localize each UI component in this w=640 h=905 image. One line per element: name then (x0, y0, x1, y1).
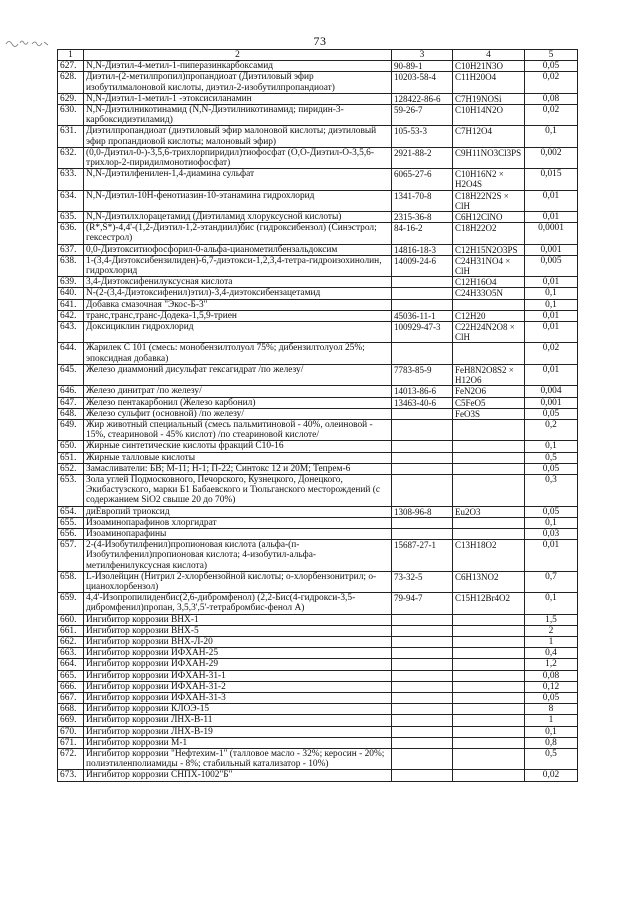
row-number: 653. (58, 474, 84, 506)
chemical-formula: C18H22N2S × ClH (453, 190, 525, 211)
table-row (58, 105, 578, 126)
row-number: 668. (58, 704, 84, 715)
row-number: 651. (58, 452, 84, 463)
row-number: 671. (58, 737, 84, 748)
table-row (58, 93, 578, 104)
chemical-formula: C24H33O5N (453, 288, 525, 299)
limit-value: 0,1 (525, 517, 578, 528)
limit-value: 0,8 (525, 737, 578, 748)
cas-number: 1308-96-8 (392, 506, 453, 517)
cas-number (392, 441, 453, 452)
table-row (58, 441, 578, 452)
substance-name: Жирные синтетические кислоты фракций С10-16 (84, 441, 392, 452)
substance-name: N,N-Диэтил-10Н-фенотиазин-10-этанамина гидрохлорид (84, 190, 392, 211)
table-row (58, 726, 578, 737)
page-number: 73 (313, 34, 327, 48)
limit-value: 0,08 (525, 93, 578, 104)
row-number: 630. (58, 105, 84, 126)
column-header: 4 (453, 50, 525, 61)
row-number: 669. (58, 715, 84, 726)
substance-name: Зола углей Подмосковного, Печорского, Кузнецкого, Донецкого, Экибастузского, марки Б1 Бабаевского и Тюльганского месторождений (с содержанием SiO2 свыше 20 до 70%) (84, 474, 392, 506)
table-row (58, 737, 578, 748)
substance-name: Железо динитрат /по железу/ (84, 386, 392, 397)
cas-number: 2315-36-8 (392, 212, 453, 223)
limit-value: 0,004 (525, 386, 578, 397)
row-number: 658. (58, 571, 84, 592)
limit-value: 0,02 (525, 72, 578, 93)
limit-value: 0,001 (525, 244, 578, 255)
table-row (58, 147, 578, 168)
cas-number (392, 299, 453, 310)
substance-name: 0,0-Диэтокситиофосфорил-0-альфа-цианометилбензальдоксим (84, 244, 392, 255)
cas-number (392, 704, 453, 715)
cas-number (392, 343, 453, 364)
chemical-formula (453, 749, 525, 770)
limit-value: 0,002 (525, 147, 578, 168)
chemical-formula: Eu2O3 (453, 506, 525, 517)
table-row (58, 310, 578, 321)
cas-number (392, 474, 453, 506)
table-row (58, 408, 578, 419)
chemical-formula (453, 636, 525, 647)
limit-value: 0,4 (525, 648, 578, 659)
row-number: 633. (58, 169, 84, 190)
substance-name: Жирные талловые кислоты (84, 452, 392, 463)
table-row (58, 72, 578, 93)
cas-number (392, 517, 453, 528)
chemical-formula (453, 670, 525, 681)
cas-number (392, 670, 453, 681)
chemical-formula: C24H31NO4 × ClH (453, 255, 525, 276)
table-row (58, 386, 578, 397)
substance-name: N-(2-(3,4-Диэтоксифенил)этил)-3,4-диэтоксибензацетамид (84, 288, 392, 299)
row-number: 673. (58, 770, 84, 781)
limit-value: 0,1 (525, 441, 578, 452)
table-row (58, 288, 578, 299)
table-row (58, 593, 578, 614)
limit-value: 0,1 (525, 288, 578, 299)
chemical-formula (453, 441, 525, 452)
chemical-formula: C9H11NO3Cl3PS (453, 147, 525, 168)
table-row (58, 749, 578, 770)
row-number: 657. (58, 540, 84, 572)
row-number: 644. (58, 343, 84, 364)
substance-name: Железо сульфит (основной) /по железу/ (84, 408, 392, 419)
row-number: 643. (58, 322, 84, 343)
chemical-formula: C22H24N2O8 × ClH (453, 322, 525, 343)
chemical-formula (453, 737, 525, 748)
chemical-formula (453, 715, 525, 726)
cas-number (392, 288, 453, 299)
column-header: 5 (525, 50, 578, 61)
substance-name: Ингибитор коррозии ВНХ-5 (84, 625, 392, 636)
row-number: 659. (58, 593, 84, 614)
substance-name: N,N-Диэтилникотинамид (N,N-Диэтилникотинамид; пиридин-3-карбоксидиэтиламид) (84, 105, 392, 126)
cas-number (392, 452, 453, 463)
substance-table (57, 49, 578, 782)
table-row (58, 364, 578, 385)
limit-value: 0,01 (525, 190, 578, 211)
cas-number: 15687-27-1 (392, 540, 453, 572)
chemical-formula (453, 517, 525, 528)
limit-value: 0,1 (525, 126, 578, 147)
chemical-formula: C5FeO5 (453, 397, 525, 408)
substance-name: Ингибитор коррозии "Нефтехим-1" (талловое масло - 32%; керосин - 20%; полиэтиленполиамиды - 8%; стабильный катализатор - 10%) (84, 749, 392, 770)
row-number: 647. (58, 397, 84, 408)
chemical-formula: C7H19NOSi (453, 93, 525, 104)
table-row (58, 474, 578, 506)
chemical-formula (453, 659, 525, 670)
limit-value: 0,1 (525, 593, 578, 614)
cas-number (392, 419, 453, 440)
column-numbers-row (58, 50, 578, 61)
row-number: 652. (58, 463, 84, 474)
row-number: 627. (58, 61, 84, 72)
limit-value: 1 (525, 715, 578, 726)
cas-number: 45036-11-1 (392, 310, 453, 321)
chemical-formula (453, 299, 525, 310)
substance-name: (0,0-Диэтил-0-)-3,5,6-трихлорпиридил)тиофосфат (О,О-Диэтил-О-3,5,6-трихлор-2-пиридилмонотиофосфат) (84, 147, 392, 168)
substance-name: Ингибитор коррозии ИФХАН-29 (84, 659, 392, 670)
limit-value: 0,01 (525, 322, 578, 343)
cas-number (392, 726, 453, 737)
limit-value: 0,08 (525, 670, 578, 681)
substance-name: Ингибитор коррозии ИФХАН-31-2 (84, 681, 392, 692)
cas-number (392, 648, 453, 659)
row-number: 660. (58, 614, 84, 625)
limit-value: 0,5 (525, 749, 578, 770)
chemical-formula (453, 452, 525, 463)
table-row (58, 770, 578, 781)
limit-value: 0,12 (525, 681, 578, 692)
substance-name: Железо пентакарбонил (Железо карбонил) (84, 397, 392, 408)
table-row (58, 126, 578, 147)
table-row (58, 540, 578, 572)
column-header: 1 (58, 50, 84, 61)
limit-value: 0,005 (525, 255, 578, 276)
row-number: 670. (58, 726, 84, 737)
row-number: 654. (58, 506, 84, 517)
chemical-formula: C10H14N2O (453, 105, 525, 126)
row-number: 638. (58, 255, 84, 276)
substance-name: Добавка смазочная "Экос-Б-3" (84, 299, 392, 310)
chemical-formula: C10H21N3O (453, 61, 525, 72)
row-number: 634. (58, 190, 84, 211)
substance-name: 2-(4-Изобутилфенил)пропионовая кислота (альфа-(п-Изобутилфенил)пропионовая кислота; 4-изобутил-альфа-метилфенилуксусная кислота) (84, 540, 392, 572)
chemical-formula: C13H18O2 (453, 540, 525, 572)
limit-value: 0,001 (525, 397, 578, 408)
cas-number (392, 737, 453, 748)
chemical-formula (453, 463, 525, 474)
substance-name: Ингибитор коррозии ИФХАН-25 (84, 648, 392, 659)
chemical-formula (453, 681, 525, 692)
table-row (58, 212, 578, 223)
substance-name: Ингибитор коррозии КЛОЭ-15 (84, 704, 392, 715)
chemical-formula: FeH8N2O8S2 × H12O6 (453, 364, 525, 385)
column-header: 2 (84, 50, 392, 61)
substance-name: Ингибитор коррозии ИФХАН-31-3 (84, 692, 392, 703)
row-number: 649. (58, 419, 84, 440)
chemical-formula: C12H15N2O3PS (453, 244, 525, 255)
row-number: 648. (58, 408, 84, 419)
substance-name: Ингибитор коррозии СНПХ-1002"Б" (84, 770, 392, 781)
cas-number (392, 636, 453, 647)
substance-name: Ингибитор коррозии ИФХАН-31-1 (84, 670, 392, 681)
table-row (58, 571, 578, 592)
limit-value: 0,3 (525, 474, 578, 506)
cas-number: 59-26-7 (392, 105, 453, 126)
row-number: 656. (58, 528, 84, 539)
chemical-formula (453, 614, 525, 625)
limit-value: 0,7 (525, 571, 578, 592)
cas-number (392, 770, 453, 781)
table-row (58, 715, 578, 726)
table-row (58, 419, 578, 440)
limit-value: 0,05 (525, 692, 578, 703)
substance-name: диЕвропий триоксид (84, 506, 392, 517)
cas-number (392, 659, 453, 670)
chemical-formula (453, 726, 525, 737)
table-row (58, 517, 578, 528)
row-number: 642. (58, 310, 84, 321)
chemical-formula (453, 343, 525, 364)
table-row (58, 636, 578, 647)
substance-name: Ингибитор коррозии ЛНХ-В-19 (84, 726, 392, 737)
table-row (58, 277, 578, 288)
cas-number: 2921-88-2 (392, 147, 453, 168)
limit-value: 0,1 (525, 299, 578, 310)
limit-value: 0,02 (525, 105, 578, 126)
table-row (58, 397, 578, 408)
chemical-formula: C12H20 (453, 310, 525, 321)
row-number: 628. (58, 72, 84, 93)
substance-name: N,N-Диэтилфенилен-1,4-диамина сульфат (84, 169, 392, 190)
table-row (58, 528, 578, 539)
row-number: 645. (58, 364, 84, 385)
substance-name: Диэтил-(2-метилпропил)пропандиоат (Диэтиловый эфир изобутилмалоновой кислоты, диэтил-2-изобутилпропандиоат) (84, 72, 392, 93)
row-number: 646. (58, 386, 84, 397)
cas-number: 105-53-3 (392, 126, 453, 147)
row-number: 666. (58, 681, 84, 692)
table-row (58, 681, 578, 692)
substance-name: Изоаминопарафины (84, 528, 392, 539)
limit-value: 8 (525, 704, 578, 715)
limit-value: 0,0001 (525, 223, 578, 244)
limit-value: 1,5 (525, 614, 578, 625)
limit-value: 0,5 (525, 452, 578, 463)
table-row (58, 452, 578, 463)
cas-number: 14816-18-3 (392, 244, 453, 255)
cas-number (392, 277, 453, 288)
substance-name: L-Изолейцин (Нитрил 2-хлорбензойной кислоты; о-хлорбензонитрил; о-цианохлорбензол) (84, 571, 392, 592)
substance-name: N,N-Диэтил-4-метил-1-пиперазинкарбоксамид (84, 61, 392, 72)
limit-value: 0,02 (525, 770, 578, 781)
row-number: 650. (58, 441, 84, 452)
chemical-formula (453, 528, 525, 539)
limit-value: 1 (525, 636, 578, 647)
chemical-formula: C18H22O2 (453, 223, 525, 244)
limit-value: 0,01 (525, 364, 578, 385)
row-number: 665. (58, 670, 84, 681)
cas-number (392, 681, 453, 692)
cas-number: 6065-27-6 (392, 169, 453, 190)
row-number: 662. (58, 636, 84, 647)
chemical-formula: C12H16O4 (453, 277, 525, 288)
limit-value: 0,01 (525, 212, 578, 223)
limit-value: 0,01 (525, 277, 578, 288)
row-number: 672. (58, 749, 84, 770)
cas-number: 73-32-5 (392, 571, 453, 592)
chemical-formula (453, 474, 525, 506)
chemical-formula: C15H12Br4O2 (453, 593, 525, 614)
chemical-formula: C6H13NO2 (453, 571, 525, 592)
cas-number (392, 614, 453, 625)
substance-name: Железо диаммоний дисульфат гексагидрат /по железу/ (84, 364, 392, 385)
row-number: 639. (58, 277, 84, 288)
cas-number (392, 715, 453, 726)
row-number: 667. (58, 692, 84, 703)
row-number: 655. (58, 517, 84, 528)
substance-name: Замасливатели: БВ; М-11; Н-1; П-22; Синтокс 12 и 20М; Тепрем-6 (84, 463, 392, 474)
chemical-formula (453, 419, 525, 440)
limit-value: 0,01 (525, 540, 578, 572)
row-number: 663. (58, 648, 84, 659)
limit-value: 0,05 (525, 61, 578, 72)
cas-number (392, 463, 453, 474)
table-row (58, 299, 578, 310)
limit-value: 0,03 (525, 528, 578, 539)
table-row (58, 244, 578, 255)
table-body (58, 61, 578, 781)
table-row (58, 190, 578, 211)
table-row (58, 343, 578, 364)
limit-value: 0,05 (525, 408, 578, 419)
cas-number: 79-94-7 (392, 593, 453, 614)
substance-name: Ингибитор коррозии ВНХ-1 (84, 614, 392, 625)
table-row (58, 61, 578, 72)
table-row (58, 506, 578, 517)
row-number: 664. (58, 659, 84, 670)
cas-number (392, 528, 453, 539)
substance-name: 1-(3,4-Диэтоксибензилиден)-6,7-диэтокси-1,2,3,4-тетра-гидроизохинолин, гидрохлорид (84, 255, 392, 276)
substance-name: Жир животный специальный (смесь пальмитиновой - 40%, олеиновой - 15%, стеариновой - 45% кислот) /по стеариновой кислоте/ (84, 419, 392, 440)
limit-value: 0,015 (525, 169, 578, 190)
substance-name: 4,4'-Изопропилиденбис(2,6-дибромфенол) (2,2-Бис(4-гидрокси-3,5-дибромфенил)пропан, 3,5,3',5'-тетрабромбис-фенол А) (84, 593, 392, 614)
substance-name: транс,транс,транс-Додека-1,5,9-триен (84, 310, 392, 321)
row-number: 640. (58, 288, 84, 299)
cas-number: 84-16-2 (392, 223, 453, 244)
table-row (58, 659, 578, 670)
substance-name: N,N-Диэтил-1-метил-1 -этоксисиланамин (84, 93, 392, 104)
limit-value: 0,01 (525, 310, 578, 321)
chemical-formula: C7H12O4 (453, 126, 525, 147)
limit-value: 0,05 (525, 506, 578, 517)
substance-name: (R*,S*)-4,4'-(1,2-Диэтил-1,2-этандиил)бис (гидроксибензол) (Синэстрол; гексестрол) (84, 223, 392, 244)
table-row (58, 704, 578, 715)
chemical-formula: C10H16N2 × H2O4S (453, 169, 525, 190)
limit-value: 0,1 (525, 726, 578, 737)
cas-number (392, 408, 453, 419)
chemical-formula (453, 648, 525, 659)
cas-number: 14009-24-6 (392, 255, 453, 276)
table-row (58, 322, 578, 343)
cas-number: 7783-85-9 (392, 364, 453, 385)
table-row (58, 614, 578, 625)
table-row (58, 223, 578, 244)
cas-number (392, 625, 453, 636)
row-number: 661. (58, 625, 84, 636)
limit-value: 0,2 (525, 419, 578, 440)
chemical-formula (453, 692, 525, 703)
limit-value: 0,05 (525, 463, 578, 474)
chemical-formula: C6H12ClNO (453, 212, 525, 223)
limit-value: 2 (525, 625, 578, 636)
cas-number: 13463-40-6 (392, 397, 453, 408)
substance-name: N,N-Диэтилхлорацетамид (Диэтиламид хлоруксусной кислоты) (84, 212, 392, 223)
cas-number: 1341-70-8 (392, 190, 453, 211)
substance-name: Ингибитор коррозии ЛНХ-В-11 (84, 715, 392, 726)
row-number: 635. (58, 212, 84, 223)
chemical-formula: FeO3S (453, 408, 525, 419)
cas-number: 10203-58-4 (392, 72, 453, 93)
cas-number (392, 692, 453, 703)
chemical-formula: C11H20O4 (453, 72, 525, 93)
limit-value: 1,2 (525, 659, 578, 670)
table-row (58, 169, 578, 190)
substance-name: Ингибитор коррозии М-1 (84, 737, 392, 748)
row-number: 629. (58, 93, 84, 104)
cas-number: 90-89-1 (392, 61, 453, 72)
row-number: 637. (58, 244, 84, 255)
chemical-formula (453, 770, 525, 781)
row-number: 641. (58, 299, 84, 310)
chemical-formula (453, 625, 525, 636)
table-row (58, 670, 578, 681)
cas-number: 100929-47-3 (392, 322, 453, 343)
substance-name: Жарилек С 101 (смесь: монобензилтолуол 75%; дибензилтолуол 25%; эпоксидная добавка) (84, 343, 392, 364)
table-row (58, 692, 578, 703)
row-number: 636. (58, 223, 84, 244)
cas-number (392, 749, 453, 770)
chemical-formula: FeN2O6 (453, 386, 525, 397)
table-row (58, 255, 578, 276)
limit-value: 0,02 (525, 343, 578, 364)
substance-name: Ингибитор коррозии ВНХ-Л-20 (84, 636, 392, 647)
table-row (58, 648, 578, 659)
substance-name: 3,4-Диэтоксифенилуксусная кислота (84, 277, 392, 288)
cas-number: 128422-86-6 (392, 93, 453, 104)
chemical-formula (453, 704, 525, 715)
row-number: 632. (58, 147, 84, 168)
substance-name: Изоаминопарафинов хлоргидрат (84, 517, 392, 528)
column-header: 3 (392, 50, 453, 61)
table-row (58, 625, 578, 636)
substance-name: Диэтилпропандиоат (диэтиловый эфир малоновой кислоты; диэтиловый эфир пропандиовой кислоты; малоновый эфир) (84, 126, 392, 147)
table-row (58, 463, 578, 474)
substance-name: Доксициклин гидрохлорид (84, 322, 392, 343)
row-number: 631. (58, 126, 84, 147)
cas-number: 14013-86-6 (392, 386, 453, 397)
